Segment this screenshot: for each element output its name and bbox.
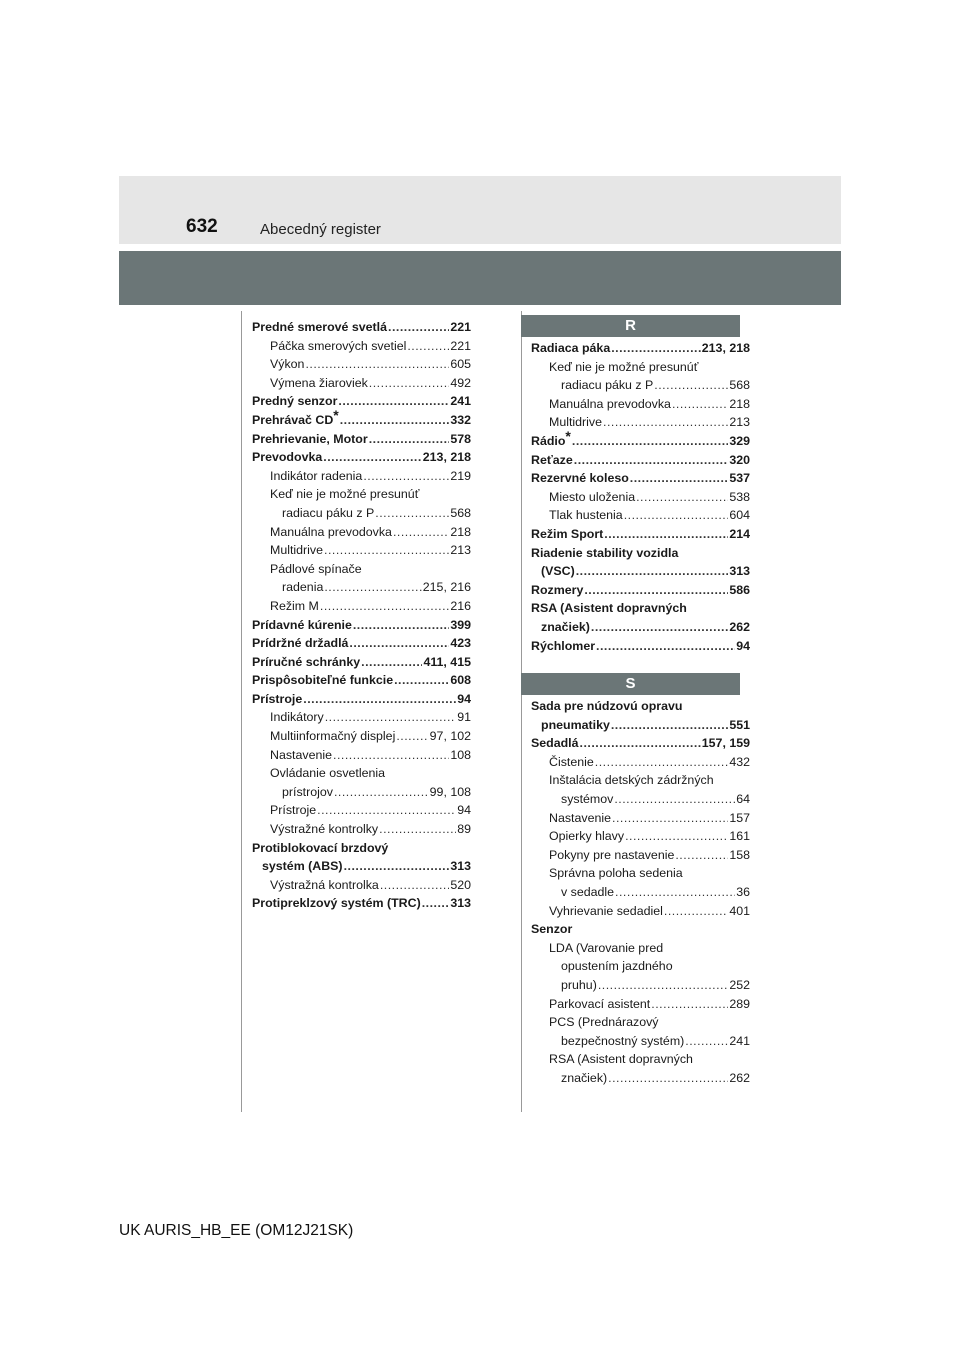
entry-page-ref: 313 — [729, 564, 750, 579]
entry-page-ref: 241 — [450, 394, 471, 409]
entry-term: Inštalácia detských zádržných — [549, 773, 714, 788]
entry-page-ref: 94 — [457, 803, 471, 818]
entry-page-ref: 492 — [450, 375, 471, 390]
entry-page-ref: 214 — [729, 526, 750, 541]
dot-leader — [664, 902, 728, 921]
dot-leader — [685, 1032, 728, 1051]
index-entry — [252, 616, 471, 635]
entry-term: systémov — [561, 792, 614, 807]
index-entry — [252, 374, 471, 393]
dot-leader — [636, 488, 728, 507]
index-entry — [531, 637, 750, 656]
entry-page-ref: 157 — [729, 810, 750, 825]
index-entry — [531, 395, 750, 414]
entry-term: Predné smerové svetlá — [252, 320, 387, 334]
dot-leader — [388, 318, 449, 337]
entry-page-ref: 216 — [450, 598, 471, 613]
index-entry — [531, 846, 750, 865]
index-entry — [531, 1032, 750, 1051]
entry-term: Protipreklzový systém (TRC) — [252, 896, 421, 911]
dot-leader — [675, 846, 728, 865]
index-entry — [252, 708, 471, 727]
entry-term: Prídavné kúrenie — [252, 617, 352, 632]
entry-term: Miesto uloženia — [549, 489, 636, 504]
section-header-s: S — [521, 673, 740, 695]
index-entry — [531, 920, 750, 939]
dot-leader — [625, 827, 728, 846]
dot-leader — [672, 395, 728, 414]
footer-model-code: UK AURIS_HB_EE (OM12J21SK) — [119, 1222, 354, 1239]
index-entry — [252, 801, 471, 820]
index-entry — [531, 339, 750, 358]
entry-term: Multidrive — [549, 415, 603, 430]
entry-page-ref: 221 — [450, 320, 471, 334]
dot-leader — [324, 541, 449, 560]
dot-leader — [353, 616, 449, 635]
entry-term: pneumatiky — [541, 717, 610, 732]
index-entry — [252, 467, 471, 486]
dot-leader — [325, 708, 456, 727]
header-band — [119, 176, 841, 244]
index-entry — [252, 764, 471, 783]
entry-term: Indikátory — [270, 710, 324, 725]
index-entry — [252, 894, 471, 913]
dot-leader — [344, 857, 450, 876]
entry-term: Prehrievanie, Motor — [252, 431, 368, 446]
entry-term: Parkovací asistent — [549, 996, 651, 1011]
index-entry — [531, 1050, 750, 1069]
dot-leader — [603, 413, 728, 432]
section-header-r: R — [521, 315, 740, 337]
entry-term: RSA (Asistent dopravných — [531, 601, 687, 616]
entry-term: Prístroje — [252, 691, 303, 706]
entry-term: Páčka smerových svetiel — [270, 338, 407, 353]
entry-term: Rozmery — [531, 582, 584, 597]
index-entry — [531, 995, 750, 1014]
entry-page-ref: 215, 216 — [422, 580, 471, 595]
entry-page-ref: 64 — [736, 792, 750, 807]
footnote-asterisk: * — [565, 427, 571, 444]
index-entry — [252, 337, 471, 356]
index-entry — [531, 883, 750, 902]
entry-page-ref: 605 — [450, 357, 471, 372]
entry-page-ref: 213 — [450, 543, 471, 558]
dot-leader — [604, 525, 728, 544]
dot-leader — [611, 339, 701, 358]
entry-term: Tlak hustenia — [549, 508, 623, 523]
entry-term: Predný senzor — [252, 394, 338, 409]
entry-term: Prispôsobiteľné funkcie — [252, 673, 394, 688]
entry-term: Manuálna prevodovka — [549, 396, 671, 411]
index-entry — [252, 653, 471, 672]
entry-term: Indikátor radenia — [270, 468, 363, 483]
entry-term: Ovládanie osvetlenia — [270, 766, 386, 781]
entry-term: Pádlové spínače — [270, 561, 362, 576]
dot-leader — [369, 430, 450, 449]
entry-page-ref: 262 — [729, 1070, 750, 1085]
entry-term: LDA (Varovanie pred — [549, 940, 664, 955]
index-entry — [531, 1069, 750, 1088]
entry-page-ref: 36 — [736, 885, 750, 900]
index-entry — [252, 857, 471, 876]
index-entry — [531, 358, 750, 377]
entry-page-ref: 568 — [729, 378, 750, 393]
dot-leader — [630, 469, 729, 488]
entry-page-ref: 329 — [729, 433, 750, 448]
dot-leader — [615, 883, 735, 902]
dot-leader — [317, 801, 456, 820]
entry-term: radiacu páku z P — [561, 378, 654, 393]
entry-term: Nastavenie — [270, 747, 332, 762]
entry-term: Výkon — [270, 357, 305, 372]
index-entry — [531, 581, 750, 600]
entry-page-ref: 578 — [450, 431, 471, 446]
index-entry — [531, 939, 750, 958]
index-entry — [531, 451, 750, 470]
index-entry — [531, 413, 750, 432]
dot-leader — [363, 467, 449, 486]
entry-page-ref: 213, 218 — [422, 450, 471, 465]
dot-leader — [349, 634, 449, 653]
section-band — [119, 251, 841, 305]
index-entry — [252, 318, 471, 337]
entry-page-ref: 401 — [729, 903, 750, 918]
index-entry — [252, 485, 471, 504]
entry-page-ref: 213, 218 — [701, 341, 750, 355]
dot-leader — [303, 690, 456, 709]
entry-term: Režim M — [270, 598, 319, 613]
dot-leader — [380, 876, 450, 895]
index-entry — [531, 809, 750, 828]
column-divider-left — [241, 311, 242, 1112]
entry-page-ref: 432 — [729, 754, 750, 769]
entry-term: Sada pre núdzovú opravu — [531, 699, 683, 714]
index-entry — [531, 827, 750, 846]
entry-term: Sedadlá — [531, 736, 579, 751]
dot-leader — [422, 894, 450, 913]
dot-leader — [407, 337, 449, 356]
index-entry — [252, 560, 471, 579]
section-s-entries — [531, 697, 750, 1087]
entry-term: Čistenie — [549, 754, 594, 769]
entry-term: Rádio* — [531, 427, 571, 448]
entry-term: Prevodovka — [252, 450, 323, 465]
entry-term: Vyhrievanie sedadiel — [549, 903, 663, 918]
entry-term: Protiblokovací brzdový — [252, 840, 389, 855]
entry-term: Príručné schránky — [252, 654, 361, 669]
entry-page-ref: 91 — [457, 710, 471, 725]
dot-leader — [584, 581, 728, 600]
dot-leader — [320, 597, 449, 616]
entry-term: Prehrávač CD* — [252, 406, 339, 427]
dot-leader — [394, 671, 449, 690]
entry-page-ref: 158 — [729, 847, 750, 862]
dot-leader — [598, 976, 728, 995]
entry-page-ref: 411, 415 — [423, 654, 471, 669]
entry-term: RSA (Asistent dopravných — [549, 1052, 693, 1067]
entry-term: v sedadle — [561, 885, 615, 900]
entry-term: Výmena žiaroviek — [270, 375, 368, 390]
entry-term: Multidrive — [270, 543, 324, 558]
index-entry — [531, 902, 750, 921]
entry-page-ref: 313 — [450, 896, 471, 911]
entry-page-ref: 157, 159 — [701, 736, 750, 751]
dot-leader — [572, 432, 728, 451]
index-entry — [531, 753, 750, 772]
entry-page-ref: 219 — [450, 468, 471, 483]
entry-term: Prídržné držadlá — [252, 636, 349, 651]
index-entry — [531, 488, 750, 507]
entry-page-ref: 213 — [729, 415, 750, 430]
entry-term: PCS (Prednárazový — [549, 1015, 659, 1030]
index-entry — [252, 597, 471, 616]
entry-term: Nastavenie — [549, 810, 611, 825]
entry-term: Výstražná kontrolka — [270, 877, 379, 892]
entry-term: Opierky hlavy — [549, 829, 625, 844]
index-entry — [252, 634, 471, 653]
entry-page-ref: 332 — [450, 412, 471, 427]
entry-page-ref: 608 — [450, 673, 471, 688]
dot-leader — [624, 506, 729, 525]
index-entry — [531, 771, 750, 790]
entry-page-ref: 537 — [729, 471, 750, 486]
index-entry — [531, 864, 750, 883]
dot-leader — [654, 376, 728, 395]
index-entry — [252, 820, 471, 839]
dot-leader — [608, 1069, 728, 1088]
entry-term: Multiinformačný displej — [270, 729, 396, 744]
dot-leader — [333, 746, 449, 765]
index-entry — [531, 734, 750, 753]
index-column-right — [531, 315, 750, 1088]
index-entry — [252, 392, 471, 411]
dot-leader — [334, 783, 429, 802]
entry-term: Keď nie je možné presunúť — [270, 487, 420, 502]
dot-leader — [323, 448, 422, 467]
index-entry — [531, 427, 750, 451]
index-entry — [252, 578, 471, 597]
entry-term: bezpečnostný systém) — [561, 1033, 685, 1048]
entry-page-ref: 313 — [450, 859, 471, 874]
index-entry — [531, 957, 750, 976]
index-entry — [531, 697, 750, 716]
entry-page-ref: 89 — [457, 822, 471, 837]
index-entry — [252, 448, 471, 467]
entry-page-ref: 221 — [450, 338, 471, 353]
entry-term: systém (ABS) — [262, 859, 343, 874]
entry-page-ref: 586 — [729, 582, 750, 597]
index-entry — [531, 790, 750, 809]
index-entry — [252, 406, 471, 430]
entry-term: Senzor — [531, 922, 573, 937]
entry-page-ref: 399 — [450, 617, 471, 632]
entry-page-ref: 520 — [450, 877, 471, 892]
index-entry — [252, 839, 471, 858]
dot-leader — [591, 618, 728, 637]
index-entry — [531, 469, 750, 488]
index-entry — [531, 599, 750, 618]
index-entry — [531, 1013, 750, 1032]
entry-term: Prístroje — [270, 803, 317, 818]
entry-term: Reťaze — [531, 452, 573, 467]
dot-leader — [580, 734, 701, 753]
dot-leader — [651, 995, 728, 1014]
entry-page-ref: 262 — [729, 619, 750, 634]
entry-page-ref: 604 — [729, 508, 750, 523]
entry-term: značiek) — [541, 619, 590, 634]
index-entry — [531, 544, 750, 563]
entry-term: radiacu páku z P — [282, 505, 375, 520]
dot-leader — [375, 504, 449, 523]
entry-page-ref: 551 — [729, 717, 750, 732]
index-entry — [252, 876, 471, 895]
entry-term: Riadenie stability vozidla — [531, 545, 679, 560]
entry-term: Výstražné kontrolky — [270, 822, 379, 837]
index-entry — [531, 562, 750, 581]
dot-leader — [576, 562, 729, 581]
index-entry — [531, 506, 750, 525]
dot-leader — [361, 653, 422, 672]
entry-page-ref: 252 — [729, 978, 750, 992]
entry-term: Pokyny pre nastavenie — [549, 847, 675, 862]
index-entry — [252, 430, 471, 449]
entry-page-ref: 108 — [450, 747, 471, 762]
page-title: Abecedný register — [260, 221, 381, 238]
index-entry — [531, 376, 750, 395]
index-entry — [531, 525, 750, 544]
entry-term: Režim Sport — [531, 526, 604, 541]
entry-page-ref: 568 — [450, 505, 471, 520]
index-entry — [252, 541, 471, 560]
entry-page-ref: 99, 108 — [429, 784, 471, 799]
index-entry — [252, 690, 471, 709]
entry-term: Keď nie je možné presunúť — [549, 359, 699, 374]
entry-term: Manuálna prevodovka — [270, 524, 392, 539]
index-entry — [252, 523, 471, 542]
column-divider-right — [521, 311, 522, 1112]
index-entry — [252, 727, 471, 746]
entry-term: Radiaca páka — [531, 341, 611, 355]
index-column-left — [252, 318, 471, 913]
entry-page-ref: 423 — [450, 636, 471, 651]
dot-leader — [338, 392, 449, 411]
entry-term: radenia — [282, 580, 324, 595]
dot-leader — [595, 753, 729, 772]
index-entry — [531, 976, 750, 995]
entry-term: prístrojov — [282, 784, 333, 799]
dot-leader — [393, 523, 449, 542]
page-number: 632 — [186, 216, 218, 237]
dot-leader — [614, 790, 735, 809]
section-r-entries — [531, 339, 750, 655]
entry-page-ref: 218 — [450, 524, 471, 539]
dot-leader — [612, 809, 728, 828]
entry-page-ref: 97, 102 — [429, 729, 471, 744]
entry-term: Rýchlomer — [531, 638, 596, 653]
dot-leader — [574, 451, 729, 470]
dot-leader — [596, 637, 735, 656]
dot-leader — [324, 578, 421, 597]
index-entry — [531, 618, 750, 637]
entry-page-ref: 241 — [729, 1033, 750, 1048]
dot-leader — [305, 355, 449, 374]
index-entry — [252, 504, 471, 523]
footnote-asterisk: * — [333, 406, 339, 423]
entry-page-ref: 94 — [736, 638, 750, 653]
entry-page-ref: 161 — [729, 829, 750, 844]
entry-term: Rezervné koleso — [531, 471, 629, 486]
index-entry — [252, 746, 471, 765]
index-entry — [252, 783, 471, 802]
entry-page-ref: 289 — [729, 996, 750, 1011]
dot-leader — [369, 374, 450, 393]
dot-leader — [340, 411, 450, 430]
entry-page-ref: 94 — [457, 691, 471, 706]
entry-term: pruhu) — [561, 978, 597, 992]
dot-leader — [379, 820, 456, 839]
index-entry — [252, 355, 471, 374]
dot-leader — [611, 716, 728, 735]
dot-leader — [396, 727, 428, 746]
entry-page-ref: 538 — [729, 489, 750, 504]
index-entry — [252, 671, 471, 690]
entry-term: Správna poloha sedenia — [549, 866, 683, 881]
entry-page-ref: 320 — [729, 452, 750, 467]
entry-term: značiek) — [561, 1070, 608, 1085]
entry-page-ref: 218 — [729, 396, 750, 411]
index-entry — [531, 716, 750, 735]
entry-term: (VSC) — [541, 564, 575, 579]
entry-term: opustením jazdného — [561, 959, 673, 974]
